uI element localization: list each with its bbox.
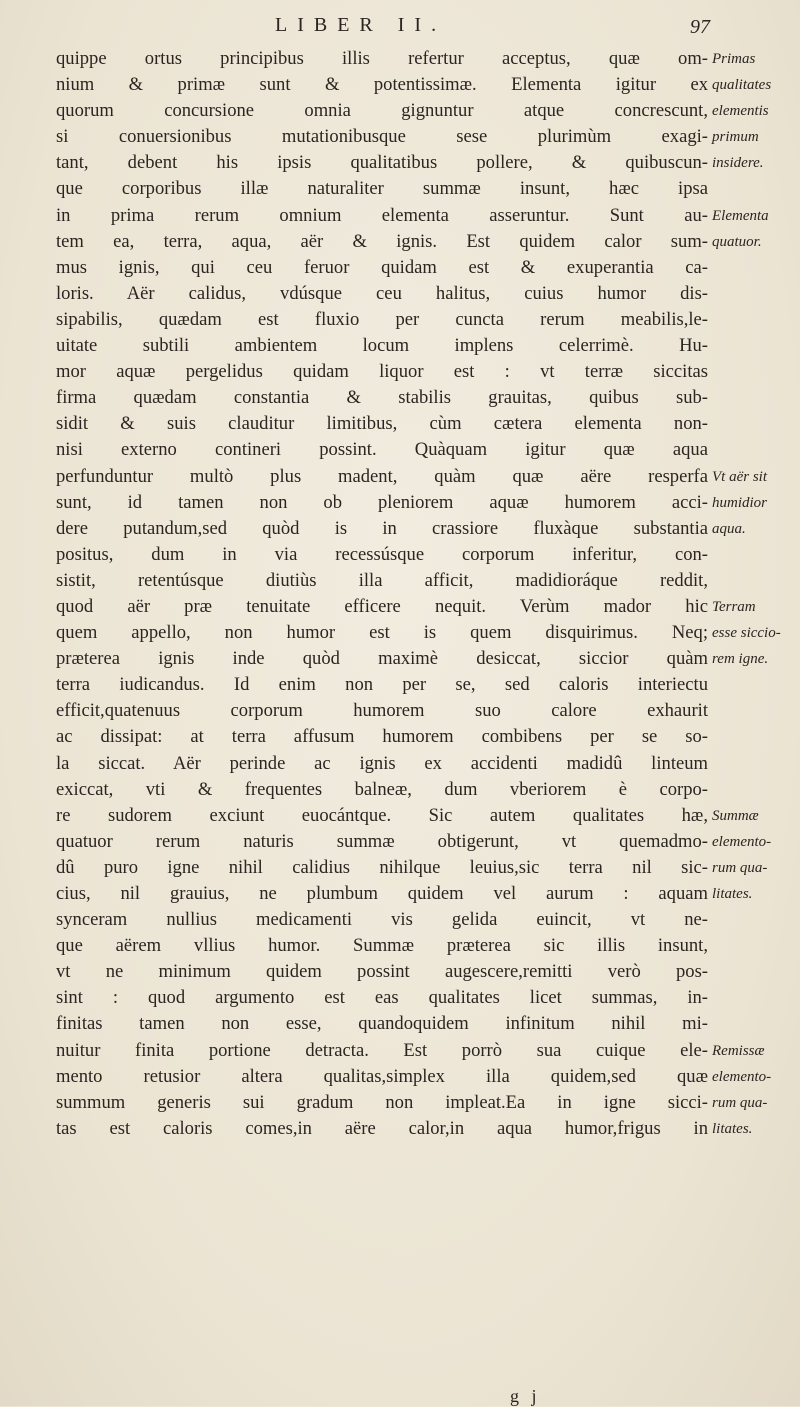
text-line: firma quædam constantia & stabilis grauitas, quibus sub- — [56, 387, 708, 409]
text-line: nuitur finita portione detracta. Est porrò sua cuique ele- — [56, 1039, 708, 1061]
margin-note: insidere. — [712, 155, 764, 172]
text-line: in prima rerum omnium elementa asseruntur. Sunt au- — [56, 204, 708, 226]
margin-note: Terram — [712, 599, 756, 616]
text-line: quippe ortus principibus illis refertur acceptus, quæ om- — [56, 48, 708, 69]
text-line: terra iudicandus. Id enim non per se, sed caloris interiectu — [56, 674, 708, 696]
margin-note: esse siccio- — [712, 625, 781, 642]
text-line: si conuersionibus mutationibusque sese plurimùm exagi- — [56, 126, 708, 148]
text-line: perfunduntur multò plus madent, quàm quæ aëre resperfa — [56, 465, 708, 487]
text-line: cius, nil grauius, ne plumbum quidem vel aurum : aquam — [56, 883, 708, 904]
page-header — [0, 14, 800, 44]
text-line: synceram nullius medicamenti vis gelida euincit, vt ne- — [56, 909, 708, 931]
margin-note: humidior — [712, 494, 768, 511]
text-line: mus ignis, qui ceu feruor quidam est & exuperantia ca- — [56, 256, 708, 278]
text-line: tant, debent his ipsis qualitatibus pollere, & quibuscun- — [56, 152, 708, 174]
text-line: mor aquæ pergelidus quidam liquor est : vt terræ siccitas — [56, 361, 708, 383]
margin-note: Elementa — [712, 207, 769, 224]
text-line: tas est caloris comes,in aëre calor,in aqua humor,frigus in — [56, 1117, 708, 1139]
text-line: loris. Aër calidus, vdúsque ceu halitus, cuius humor dis- — [56, 282, 708, 304]
margin-note: litates. — [712, 886, 753, 903]
text-line: que aërem vllius humor. Summæ præterea sic illis insunt, — [56, 935, 708, 957]
margin-note: rum qua- — [712, 860, 768, 877]
text-line: sistit, retentúsque diutiùs illa afficit, madidioráque reddit, — [56, 569, 708, 591]
signature-mark: g j — [510, 1386, 541, 1406]
text-line: efficit,quatenuus corporum humorem suo calore exhaurit — [56, 700, 708, 722]
text-line: uitate subtili ambientem locum implens celerrimè. Hu- — [56, 335, 708, 357]
text-line: nium & primæ sunt & potentissimæ. Elementa igitur ex — [56, 74, 708, 96]
text-line: mento retusior altera qualitas,simplex illa quidem,sed quæ — [56, 1065, 708, 1087]
margin-note: rem igne. — [712, 651, 769, 668]
main-text-block — [56, 46, 708, 1142]
margin-note: litates. — [712, 1121, 753, 1138]
text-line: quod aër præ tenuitate efficere nequit. Verùm mador hic — [56, 595, 708, 617]
text-line: sipabilis, quædam est fluxio per cuncta rerum meabilis,le- — [56, 308, 708, 330]
text-line: vt ne minimum quidem possint augescere,remitti verò pos- — [56, 961, 708, 983]
text-line: re sudorem exciunt euocántque. Sic autem qualitates hæ, — [56, 804, 708, 826]
text-line: sint : quod argumento est eas qualitates licet summas, in- — [56, 987, 708, 1009]
text-line: positus, dum in via recessúsque corporum inferitur, con- — [56, 543, 708, 565]
text-line: quem appello, non humor est is quem disquirimus. Neq; — [56, 622, 708, 644]
text-line: tem ea, terra, aqua, aër & ignis. Est quidem calor sum- — [56, 230, 708, 252]
margin-note: aqua. — [712, 520, 746, 537]
margin-note: Primas — [712, 51, 756, 67]
margin-note: qualitates — [712, 77, 772, 94]
text-line: que corporibus illæ naturaliter summæ insunt, hæc ipsa — [56, 178, 708, 200]
running-head: LIBER II. — [275, 14, 447, 36]
text-line: finitas tamen non esse, quandoquidem infinitum nihil mi- — [56, 1013, 708, 1035]
text-line: nisi externo contineri possint. Quàquam igitur quæ aqua — [56, 439, 708, 461]
margin-note: primum — [712, 129, 759, 146]
page-number: 97 — [690, 16, 710, 38]
text-line: dû puro igne nihil calidius nihilque leuius,sic terra nil sic- — [56, 856, 708, 878]
text-line: ac dissipat: at terra affusum humorem combibens per se so- — [56, 726, 708, 748]
margin-note: quatuor. — [712, 233, 762, 250]
text-line: quorum concursione omnia gignuntur atque concrescunt, — [56, 100, 708, 122]
text-line: sidit & suis clauditur limitibus, cùm cætera elementa non- — [56, 413, 708, 435]
margin-note: elemento- — [712, 834, 772, 850]
text-line: præterea ignis inde quòd maximè desiccat, siccior quàm — [56, 648, 708, 670]
text-line: la siccat. Aër perinde ac ignis ex accidenti madidû linteum — [56, 752, 708, 774]
margin-note: Summæ — [712, 807, 759, 824]
text-line: sunt, id tamen non ob pleniorem aquæ humorem acci- — [56, 491, 708, 513]
margin-note: elemento- — [712, 1068, 772, 1085]
text-line: exiccat, vti & frequentes balneæ, dum vberiorem è corpo- — [56, 778, 708, 800]
text-line: dere putandum,sed quòd is in crassiore fluxàque substantia — [56, 517, 708, 539]
text-line: summum generis sui gradum non impleat.Ea in igne sicci- — [56, 1091, 708, 1113]
margin-note: elementis — [712, 103, 769, 120]
margin-note: rum qua- — [712, 1095, 768, 1111]
margin-note: Remissæ — [712, 1042, 765, 1059]
margin-note: Vt aër sit — [712, 468, 767, 485]
text-line: quatuor rerum naturis summæ obtigerunt, vt quemadmo- — [56, 830, 708, 852]
